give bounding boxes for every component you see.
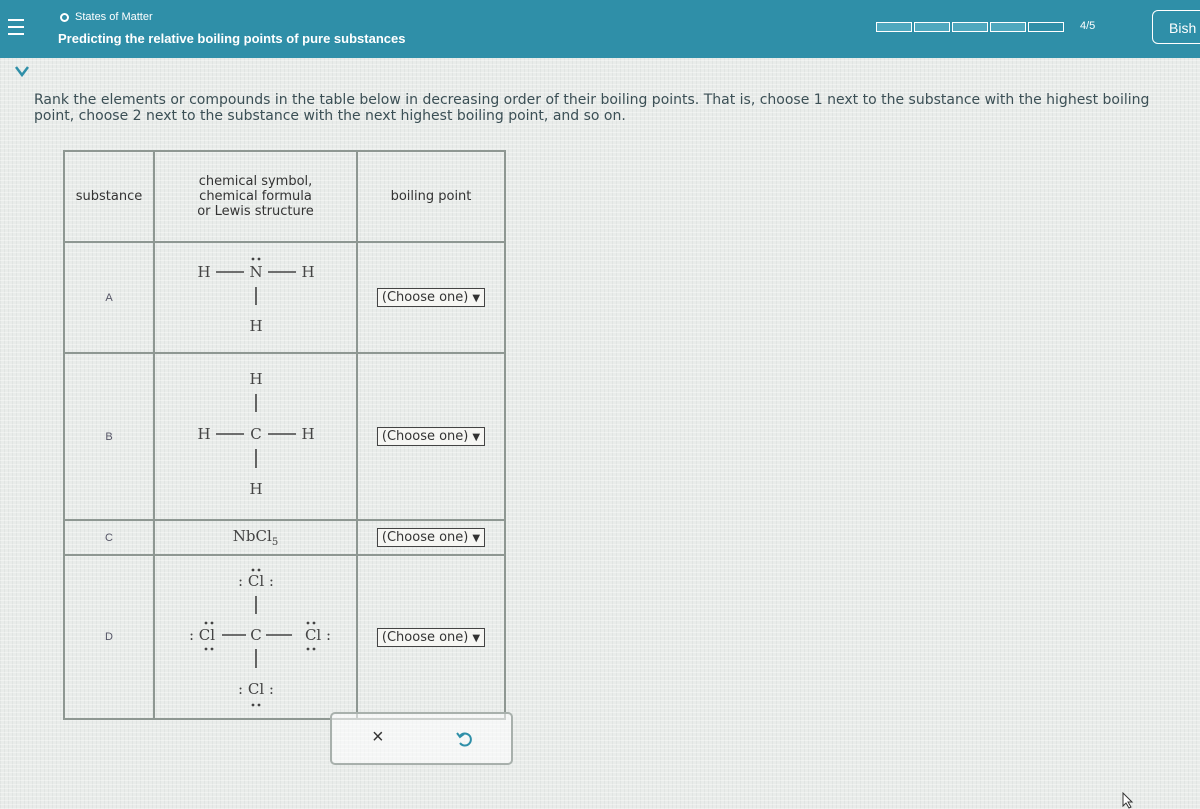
user-menu-button[interactable]: Bish	[1152, 10, 1200, 44]
instructions: Rank the elements or compounds in the table below in decreasing order of their boiling points. That is, choose 1 next to the substance with the highest boiling point, choose 2 next to the substance with the next highest boiling point, and so on.	[34, 92, 1150, 124]
progress-segment	[1028, 22, 1064, 32]
progress-label: 4/5	[1080, 20, 1096, 32]
table-header-row	[64, 151, 505, 242]
svg-text:H: H	[248, 317, 263, 335]
lewis-structure-ammonia	[154, 242, 357, 353]
header-line: or Lewis structure	[197, 204, 314, 219]
progress-segment	[952, 22, 988, 32]
boiling-point-dropdown[interactable]	[377, 288, 485, 307]
progress-segment	[914, 22, 950, 32]
lewis-structure-drawing	[156, 556, 356, 713]
formula-text: NbCl	[232, 527, 272, 545]
table-row	[64, 242, 505, 353]
substance-label: C	[64, 520, 154, 555]
svg-text:: Cl: : Cl	[188, 626, 215, 644]
dropdown-value: (Choose one)	[381, 530, 469, 545]
boiling-point-cell	[357, 555, 505, 719]
boiling-point-cell	[357, 520, 505, 555]
header-line: chemical symbol,	[198, 174, 313, 189]
svg-text:H: H	[300, 263, 315, 281]
menu-icon[interactable]	[8, 14, 30, 38]
header-substance: substance	[64, 151, 154, 242]
topic-circle-icon	[60, 13, 69, 22]
dropdown-value: (Choose one)	[381, 429, 469, 444]
lewis-structure-drawing	[156, 354, 356, 514]
boiling-point-dropdown[interactable]	[377, 427, 485, 446]
substance-label: B	[64, 353, 154, 520]
svg-text:: Cl :: : Cl :	[237, 680, 274, 698]
svg-text:C: C	[249, 626, 262, 644]
lewis-structure-carbon-tetrachloride	[154, 555, 357, 719]
chevron-down-icon: ▼	[472, 533, 481, 544]
substance-label: A	[64, 242, 154, 353]
substances-table	[63, 150, 506, 720]
boiling-point-cell	[357, 242, 505, 353]
close-icon[interactable]: ×	[372, 726, 384, 748]
chemical-formula	[154, 520, 357, 555]
svg-text:C: C	[249, 425, 262, 443]
progress-segment	[876, 22, 912, 32]
chevron-down-icon[interactable]	[14, 64, 30, 78]
undo-icon[interactable]	[454, 728, 476, 750]
dropdown-value: (Choose one)	[381, 629, 469, 645]
lewis-structure-methane	[154, 353, 357, 520]
header-line: chemical formula	[199, 189, 312, 204]
page-title: Predicting the relative boiling points of pure substances	[58, 31, 406, 46]
svg-text:H: H	[300, 425, 315, 443]
table-row	[64, 520, 505, 555]
chevron-down-icon: ▼	[472, 293, 481, 304]
table-row	[64, 353, 505, 520]
substance-label: D	[64, 555, 154, 719]
boiling-point-dropdown[interactable]	[377, 628, 485, 647]
mouse-cursor-icon	[1122, 792, 1134, 809]
svg-text:H: H	[196, 425, 211, 443]
svg-text:H: H	[248, 370, 263, 388]
answer-actions	[330, 712, 513, 765]
svg-text:Cl :: Cl :	[304, 626, 331, 644]
progress-segment	[990, 22, 1026, 32]
table-row	[64, 555, 505, 719]
svg-text:H: H	[248, 480, 263, 498]
header-boiling-point: boiling point	[357, 151, 505, 242]
top-bar	[0, 0, 1200, 58]
progress-bar	[876, 22, 1064, 32]
topic-breadcrumb	[60, 11, 153, 23]
topic-label: States of Matter	[75, 11, 153, 23]
svg-text:H: H	[196, 263, 211, 281]
dropdown-value: (Choose one)	[381, 290, 469, 305]
boiling-point-dropdown[interactable]	[377, 528, 485, 547]
boiling-point-cell	[357, 353, 505, 520]
chevron-down-icon: ▼	[472, 432, 481, 443]
lewis-structure-drawing	[156, 243, 356, 347]
svg-text:N: N	[248, 263, 263, 281]
formula-subscript: 5	[271, 537, 279, 548]
header-chemical-symbol	[154, 151, 357, 242]
svg-text:: Cl :: : Cl :	[237, 572, 274, 590]
chevron-down-icon: ▼	[472, 632, 481, 644]
